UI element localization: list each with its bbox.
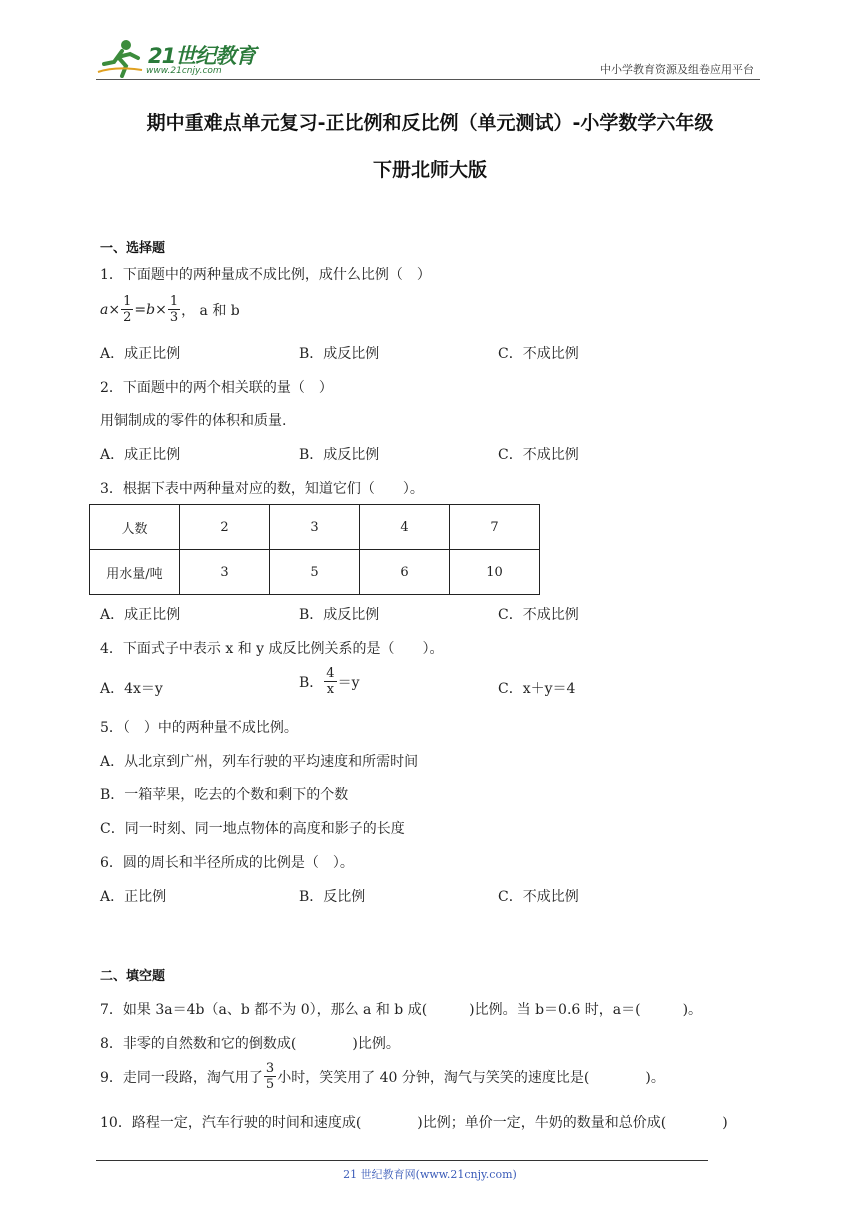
question-9-prefix: 9．走同一段路，淘气用了 — [100, 1069, 263, 1086]
q5-option-b: B．一箱苹果，吃去的个数和剩下的个数 — [100, 787, 349, 803]
question-10: 10．路程一定，汽车行驶的时间和速度成( )比例；单价一定，牛奶的数量和总价成( ) — [100, 1115, 728, 1131]
footer-divider — [96, 1160, 708, 1161]
question-1: 1．下面题中的两种量成不成比例，成什么比例（ ） — [100, 267, 431, 283]
q5-option-c: C．同一时刻、同一地点物体的高度和影子的长度 — [100, 821, 405, 837]
document-title-line1: 期中重难点单元复习-正比例和反比例（单元测试）-小学数学六年级 — [146, 112, 714, 134]
q2-option-b: B．成反比例 — [299, 447, 380, 463]
q6-option-c: C．不成比例 — [498, 889, 579, 905]
fraction-denominator: 5 — [265, 1077, 275, 1092]
table-cell: 用水量/吨 — [90, 550, 180, 595]
document-title-line2: 下册北师大版 — [372, 159, 487, 181]
fraction-denominator: x — [326, 682, 335, 697]
table-cell: 2 — [180, 505, 270, 550]
question-6: 6．圆的周长和半径所成的比例是（ ）。 — [100, 855, 354, 871]
q4-option-c: C．x＋y＝4 — [498, 681, 576, 697]
q2-option-a: A．成正比例 — [100, 447, 181, 463]
table-cell: 人数 — [90, 505, 180, 550]
table-cell: 7 — [450, 505, 540, 550]
header-platform-name: 中小学教育资源及组卷应用平台 — [600, 63, 754, 76]
table-cell: 5 — [270, 550, 360, 595]
question-1-formula — [100, 294, 240, 325]
question-5: 5．（ ）中的两种量不成比例。 — [100, 720, 298, 736]
table-row — [90, 505, 540, 550]
fraction-1-3 — [168, 294, 180, 325]
fraction-1-2 — [121, 294, 133, 325]
q5-option-a: A．从北京到广州，列车行驶的平均速度和所需时间 — [100, 754, 419, 770]
q6-option-a: A．正比例 — [100, 889, 167, 905]
fraction-numerator: 1 — [169, 294, 179, 309]
q3-data-table — [89, 504, 540, 595]
table-cell: 3 — [180, 550, 270, 595]
question-8: 8．非零的自然数和它的倒数成( )比例。 — [100, 1036, 400, 1052]
question-2-detail: 用铜制成的零件的体积和质量. — [100, 413, 287, 429]
q1-option-a: A．成正比例 — [100, 346, 181, 362]
q2-option-c: C．不成比例 — [498, 447, 579, 463]
fraction-numerator: 1 — [123, 294, 132, 309]
site-logo — [96, 38, 266, 78]
fraction-4-x — [324, 666, 336, 697]
q4-option-b-prefix: B． — [299, 674, 324, 691]
q3-option-c: C．不成比例 — [498, 607, 579, 623]
table-cell: 6 — [360, 550, 450, 595]
footer-text: 21 世纪教育网(www.21cnjy.com) — [343, 1168, 517, 1181]
formula-times-2: × — [155, 301, 167, 318]
section-heading-choice: 一、选择题 — [100, 241, 166, 256]
q1-option-b: B．成反比例 — [299, 346, 380, 362]
q6-option-b: B．反比例 — [299, 889, 366, 905]
table-row — [90, 550, 540, 595]
q3-option-a: A．成正比例 — [100, 607, 181, 623]
formula-equals: = — [134, 301, 147, 318]
question-4: 4．下面式子中表示 x 和 y 成反比例关系的是（ ）。 — [100, 641, 444, 657]
fraction-denominator: 3 — [169, 310, 179, 325]
q4-option-a: A．4x＝y — [100, 681, 163, 697]
q4-option-b — [299, 666, 360, 697]
logo-url: www.21cnjy.com — [146, 66, 222, 76]
formula-var-b: b — [146, 301, 156, 318]
section-heading-fill: 二、填空题 — [100, 969, 166, 984]
q3-option-b: B．成反比例 — [299, 607, 380, 623]
question-7: 7．如果 3a＝4b（a、b 都不为 0），那么 a 和 b 成( )比例。当 b＝0.6 时，a＝( )。 — [100, 1002, 703, 1018]
question-9-suffix: 小时，笑笑用了 40 分钟，淘气与笑笑的速度比是( )。 — [277, 1069, 665, 1086]
logo-text: 21世纪教育 — [148, 44, 256, 68]
formula-tail: ， a 和 b — [181, 302, 240, 319]
fraction-denominator: 2 — [123, 310, 132, 325]
question-3: 3．根据下表中两种量对应的数，知道它们（ ）。 — [100, 481, 424, 497]
fraction-numerator: 3 — [265, 1061, 275, 1076]
fraction-numerator: 4 — [326, 666, 335, 681]
q1-option-c: C．不成比例 — [498, 346, 579, 362]
q4-option-b-suffix: ＝y — [337, 674, 360, 691]
fraction-3-5 — [264, 1061, 276, 1092]
question-2: 2．下面题中的两个相关联的量（ ） — [100, 380, 333, 396]
table-cell: 10 — [450, 550, 540, 595]
table-cell: 4 — [360, 505, 450, 550]
runner-icon — [96, 38, 146, 78]
header-divider — [96, 79, 760, 80]
table-cell: 3 — [270, 505, 360, 550]
formula-times-1: × — [108, 301, 121, 318]
question-9 — [100, 1061, 665, 1092]
formula-var-a: a — [100, 301, 109, 318]
